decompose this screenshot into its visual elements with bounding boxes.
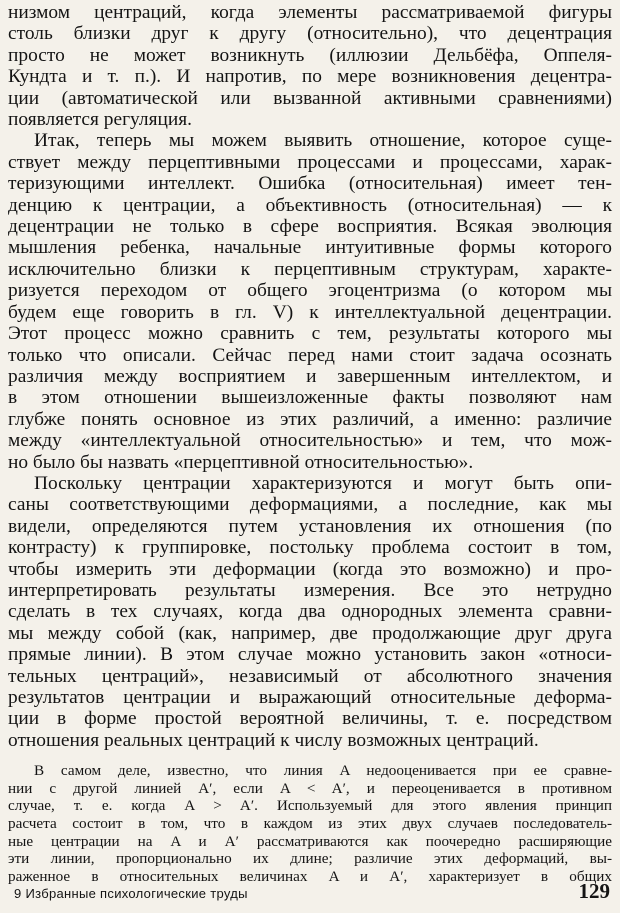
small-text-line: эти линии, пропорционально их длине; различие этих деформаций, вы-: [8, 850, 612, 868]
text-line: исключительно близки к перцептивным структурам, характе-: [8, 258, 612, 280]
text-line: столь близки друг к другу (относительно), что децентрация: [8, 23, 612, 45]
text-line: сделать в тех случаях, когда два однородных элемента сравни-: [8, 601, 612, 623]
text-line: отношения реальных центраций к числу возможных центраций.: [8, 729, 539, 751]
small-text-line: расчета состоит в том, что в каждом из этих двух случаев последователь-: [8, 815, 612, 832]
small-text-line: раженное в относительных величинах A и A′, характеризует в общих: [8, 867, 612, 885]
small-text-line: нии с другой линией A′, если A < A′, и переоценивается в противном: [8, 779, 612, 797]
text-line: Кундта и т. п.). И напротив, по мере возникновения децентра-: [8, 66, 612, 88]
small-text-line: ные центрации на A и A′ рассматриваются как поочередно расширяющие: [8, 832, 612, 850]
text-line: контрасту) к группировке, постольку проблема состоит в том,: [8, 537, 612, 559]
text-line: низмом центраций, когда элементы рассматриваемой фигуры: [8, 2, 612, 23]
text-line: только что описали. Сейчас перед нами стоит задача осознать: [8, 344, 612, 366]
text-line: ствует между перцептивными процессами и процессами, харак-: [8, 151, 612, 173]
page-number: 129: [578, 879, 610, 903]
paragraph-3: [8, 473, 612, 751]
text-line: будем еще говорить в гл. V) к интеллектуальной децентрации.: [8, 301, 612, 323]
text-line: просто не может возникнуть (иллюзии Дельбёфа, Оппеля-: [8, 44, 612, 66]
text-line: тельных центраций», независимый от абсолютного значения: [8, 665, 612, 687]
text-line: денцию к центрации, а объективность (относительная) — к: [8, 194, 612, 216]
text-line: в этом отношении вышеизложенные факты позволяют нам: [8, 387, 612, 409]
text-line: глубже понять основное из этих различий, а именно: различие: [8, 408, 612, 430]
page-text: [8, 2, 612, 885]
text-line: прямые линии). В этом случае можно установить закон «относи-: [8, 644, 612, 666]
text-line: различия между восприятием и завершенным интеллектом, и: [8, 365, 612, 387]
footer-signature: 9 Избранные психологические труды: [14, 886, 248, 901]
text-line: результатов центрации и выражающий относительные деформа-: [8, 687, 612, 708]
text-line: но было бы назвать «перцептивной относительностью».: [8, 451, 474, 473]
text-line: саны соответствующими деформациями, а последние, как мы: [8, 494, 612, 516]
text-line: между «интеллектуальной относительностью» и тем, что мож-: [8, 430, 612, 452]
text-line: ции в форме простой вероятной величины, т. е. посредством: [8, 708, 612, 730]
small-text-line: случае, т. е. когда A > A′. Используемый для этого явления принцип: [8, 797, 612, 815]
text-line: мышления ребенка, начальные интуитивные формы которого: [8, 237, 612, 259]
text-line: интерпретировать результаты измерения. Все это нетрудно: [8, 579, 612, 601]
text-line: появляется регуляция.: [8, 109, 193, 131]
text-line: ризуется переходом от общего эгоцентризма (о котором мы: [8, 280, 612, 302]
text-line: мы между собой (как, например, две продолжающие друг друга: [8, 622, 612, 644]
text-line: децентрации не только в сфере восприятия. Всякая эволюция: [8, 216, 612, 238]
text-line: чтобы измерить эти деформации (когда это возможно) и про-: [8, 558, 612, 580]
text-line: теризующими интеллект. Ошибка (относительная) имеет тен-: [8, 173, 612, 195]
text-line: Поскольку центрации характеризуются и могут быть опи-: [34, 472, 612, 494]
text-line: Этот процесс можно сравнить с тем, результаты которого мы: [8, 323, 612, 345]
text-line: видели, определяются путем установления их отношения (по: [8, 515, 612, 537]
small-print-paragraph: [8, 762, 612, 885]
text-line: Итак, теперь мы можем выявить отношение, которое суще-: [34, 130, 612, 152]
main-text: [8, 2, 612, 751]
small-text-line: В самом деле, известно, что линия A недооценивается при ее сравне-: [34, 762, 612, 780]
text-line: ции (автоматической или вызванной активными сравнениями): [8, 87, 612, 109]
paragraph-2: [8, 130, 612, 473]
paragraph-1: [8, 2, 612, 130]
